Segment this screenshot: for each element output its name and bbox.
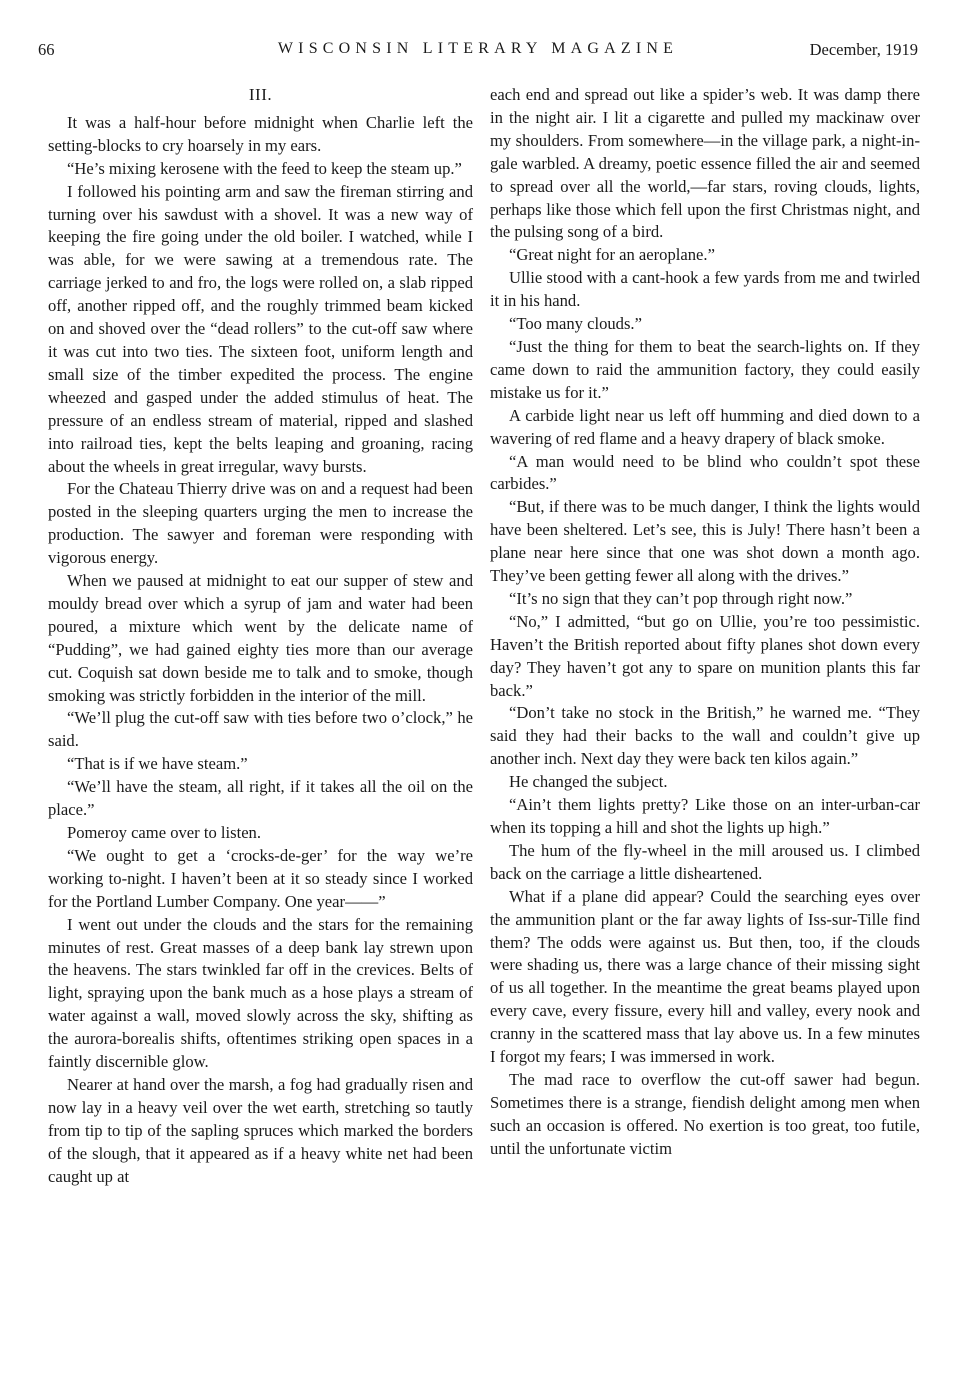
paragraph: “That is if we have steam.” (67, 754, 248, 774)
paragraph: “Too many clouds.” (509, 314, 642, 334)
paragraph: When we paused at midnight to eat our supper of stew and mouldy bread over which a syrup of jam and water had been poured, a mixture which went by the delicate name of “Pudding”, we had gained eighty ties more than our average cut. Coquish sat down beside me to talk and to smoke, though smoking was strictly forbidden in the interior of the mill. (48, 571, 473, 705)
page-number: 66 (38, 40, 55, 59)
paragraph: A carbide light near us left off humming and died down to a wavering of red flame and a heavy drapery of black smoke. (490, 405, 920, 448)
paragraph: “A man would need to be blind who couldn’t spot these carbides.” (490, 451, 920, 494)
paragraph: “We’ll have the steam, all right, if it takes all the oil on the place.” (48, 777, 473, 820)
paragraph: “Great night for an aeroplane.” (509, 245, 715, 265)
paragraph: “No,” I admitted, “but go on Ullie, you’re too pessimistic. Haven’t the British reported about fifty planes shot down every day? They haven’t got any to spare on munition plants this far back.” (490, 611, 920, 700)
paragraph: “But, if there was to be much danger, I think the lights would have been sheltered. Let’s see, this is July! There hasn’t been a plane near here since that one was shot down a month ago. They’ve been getting fewer all along with the drives.” (490, 497, 920, 586)
paragraph: “We’ll plug the cut-off saw with ties before two o’clock,” he said. (48, 708, 473, 751)
left-column (48, 84, 473, 1189)
paragraph: “Ain’t them lights pretty? Like those on an inter-urban-car when its topping a hill and shot the lights up high.” (490, 795, 920, 837)
paragraph: For the Chateau Thierry drive was on and a request had been posted in the sleeping quarters urging the men to increase the production. The sawyer and foreman were responding with vigorous energy. (48, 479, 473, 568)
paragraph: He changed the subject. (509, 772, 668, 792)
paragraph: “He’s mixing kerosene with the feed to keep the steam up.” (67, 158, 462, 178)
right-column (490, 84, 920, 1161)
continued-paragraph: each end and spread out like a spider’s web. It was damp there in the night air. I lit a cigarette and pulled my mackinaw over my shoulders. From somewhere—in the village park, a night-in-gale warbled. A dreamy, poetic essence filled the air and seemed to spread over all the world,—far stars, roving clouds, lights, perhaps like those which fell upon the first Christmas night, and the pulsing song of a bird. (490, 85, 920, 242)
page-header (38, 40, 918, 64)
magazine-title: WISCONSIN LITERARY MAGAZINE (277, 40, 679, 57)
paragraph: Nearer at hand over the marsh, a fog had gradually risen and now lay in a heavy veil over the wet earth, stretching so tautly from tip to tip of the sapling spruces which marked the borders of the slough, that it appeared as if a heavy white net had been caught up at (48, 1074, 473, 1186)
paragraph: It was a half-hour before midnight when Charlie left the setting-blocks to cry hoarsely in my ears. (48, 112, 473, 155)
paragraph: Pomeroy came over to listen. (67, 823, 262, 842)
section-heading: III. (248, 85, 273, 104)
paragraph: “We ought to get a ‘crocks-de-ger’ for the way we’re working to-night. I haven’t been at it so steady since I worked for the Portland Lumber Company. One year——” (48, 845, 473, 911)
paragraph: The mad race to overflow the cut-off sawer had begun. Sometimes there is a strange, fiendish delight among men when such an occasion is offered. No exertion is too great, too futile, until the unfortunate victim (490, 1069, 920, 1158)
paragraph: The hum of the fly-wheel in the mill aroused us. I climbed back on the carriage a little disheartened. (490, 840, 920, 883)
paragraph: I went out under the clouds and the stars for the remaining minutes of rest. Great masses of a deep bank lay strewn upon the heavens. The stars twinkled far off in the crevices. Belts of light, spraying upon the bank much as a hose plays a stream of water against a wall, moved slowly across the sky, shifting as the aurora-borealis shifts, oftentimes striking open spaces in a faintly discernible glow. (48, 914, 473, 1072)
paragraph: I followed his pointing arm and saw the fireman stirring and turning over his sawdust with a shovel. It was a new way of keeping the fire going under the old boiler. I watched, while I was able, for we were sawing at a tremendous rate. The carriage jerked to and fro, the logs were rolled on, a slab ripped off, another ripped off, and the roughly trimmed beam kicked on and shoved over the “dead rollers” to the cut-off saw where it was cut into two ties. The sixteen foot, uniform length and small size of the timber expedited the process. The engine wheezed and gasped under the added stimulus of heat. The pressure of an endless stream of material, ripped and slashed into railroad ties, kept the belts leaping and groaning, racing about the wheels in great irregular, wavy bursts. (48, 181, 473, 476)
paragraph: What if a plane did appear? Could the searching eyes over the ammunition plant or the far away lights of Iss-sur-Tille find them? The odds were against us. But then, too, if the clouds were shading us, there was a large chance of their missing sight of us all together. In the meantime the great beams played upon every cave, every fissure, every hill and valley, every nook and cranny in the scattered mass that lay above us. In a few minutes I forgot my fears; I was immersed in work. (490, 886, 920, 1067)
paragraph: Ullie stood with a cant-hook a few yards from me and twirled it in his hand. (490, 268, 920, 311)
issue-date: December, 1919 (809, 40, 918, 59)
paragraph: “Don’t take no stock in the British,” he warned me. “They said they had their backs to the wall and couldn’t give up another inch. Next day they were back ten kilos again.” (490, 703, 920, 769)
paragraph: “It’s no sign that they can’t pop through right now.” (509, 588, 853, 608)
paragraph: “Just the thing for them to beat the search-lights on. If they came down to raid the ammunition factory, they could easily mistake us for it.” (490, 336, 920, 402)
